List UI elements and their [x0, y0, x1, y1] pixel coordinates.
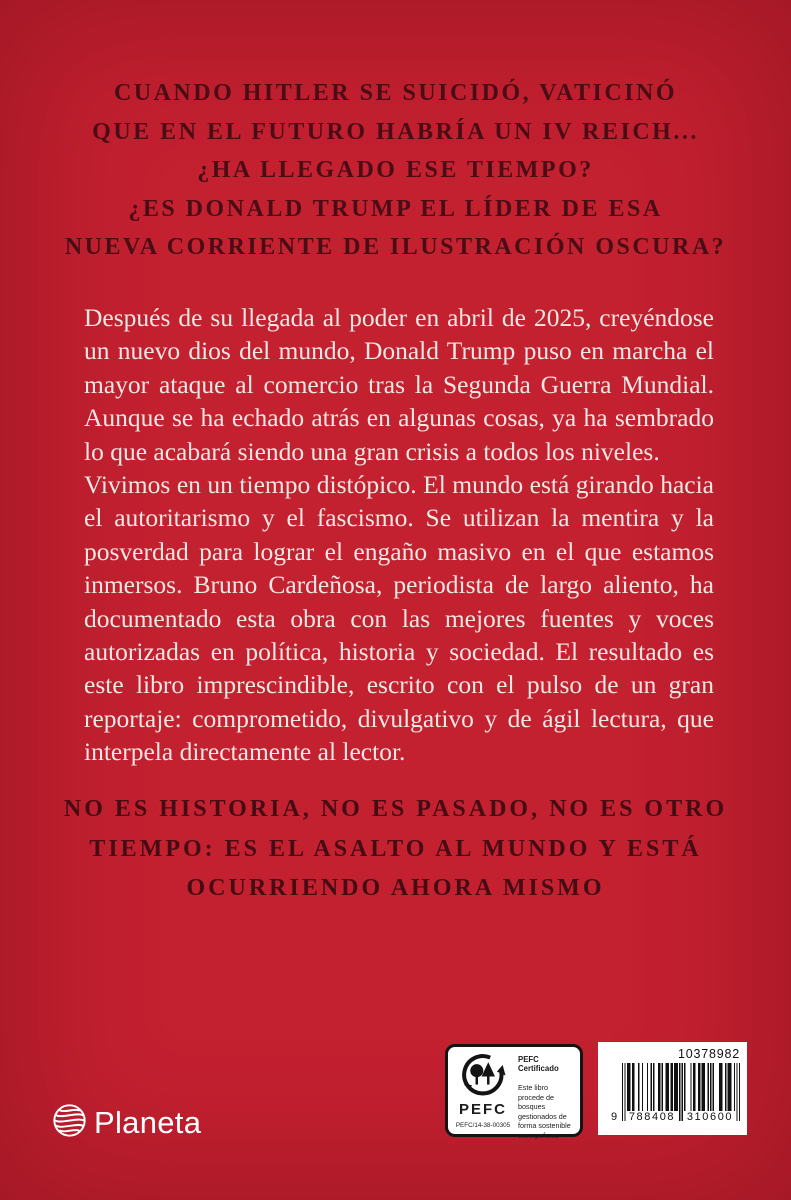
bottom-headline-line: OCURRIENDO AHORA MISMO — [186, 875, 605, 901]
synopsis-paragraph: Después de su llegada al poder en abril de 2025, creyéndose un nuevo dios del mundo, Donald Trump puso en marcha el mayor ataque al comercio tras la Segunda Guerra Mundial. Aunque se ha echado atrás en algunas cosas, ya ha sembrado lo que acabará siendo una gran crisis a todos los niveles. — [84, 303, 714, 466]
top-headline-line: QUE EN EL FUTURO HABRÍA UN IV REICH... — [92, 118, 699, 145]
pefc-trees-icon — [460, 1052, 506, 1103]
synopsis-text — [84, 301, 714, 769]
barcode-label — [598, 1042, 747, 1135]
top-headline-line: ¿ES DONALD TRUMP EL LÍDER DE ESA — [128, 195, 663, 222]
bottom-headline-line: TIEMPO: ES EL ASALTO AL MUNDO Y ESTÁ — [89, 835, 702, 862]
pefc-cert-number: PEFC/14-38-00305 — [455, 1122, 511, 1129]
publisher-logo — [52, 1103, 201, 1143]
synopsis-paragraph: Vivimos en un tiempo distópico. El mundo está girando hacia el autoritarismo y el fascismo. Se utilizan la mentira y la posverdad para lograr el engaño masivo en el que estamos inmersos. Bruno Cardeñosa, periodista de largo aliento, ha documentado esta obra con las mejores fuentes y voces autorizadas en política, historia y sociedad. El resultado es este libro imprescindible, escrito con el pulso de un gran reportaje: comprometido, divulgativo y de ágil lectura, que interpela directamente al lector. — [84, 470, 714, 767]
top-headline-line: ¿HA LLEGADO ESE TIEMPO? — [197, 157, 594, 184]
planeta-globe-icon — [52, 1103, 87, 1143]
publisher-name: Planeta — [94, 1105, 202, 1140]
top-headline-line: CUANDO HITLER SE SUICIDÓ, VATICINÓ — [113, 80, 678, 106]
barcode-digit-group: 9 — [610, 1111, 618, 1123]
top-headline-line: NUEVA CORRIENTE DE ILUSTRACIÓN OSCURA? — [64, 234, 727, 261]
pefc-title: PEFC Certificado — [518, 1055, 559, 1073]
ean13-barcode — [610, 1063, 740, 1123]
pefc-description: Este libro procede de bosques gestionados de forma sostenible — [518, 1083, 571, 1131]
pefc-text-column — [518, 1052, 574, 1140]
bottom-headline — [0, 790, 791, 909]
pefc-website: www.pefc.es — [518, 1130, 559, 1140]
pefc-logo-column — [454, 1052, 512, 1130]
bottom-headline-line: NO ES HISTORIA, NO ES PASADO, NO ES OTRO — [63, 796, 728, 822]
barcode-digit-group: 788408 — [628, 1111, 676, 1123]
pefc-wordmark: PEFC — [458, 1101, 507, 1118]
barcode-digit-group: 310600 — [686, 1111, 734, 1123]
barcode-top-number: 10378982 — [677, 1047, 740, 1061]
pefc-certification-label — [445, 1044, 583, 1140]
top-headline — [0, 74, 791, 267]
